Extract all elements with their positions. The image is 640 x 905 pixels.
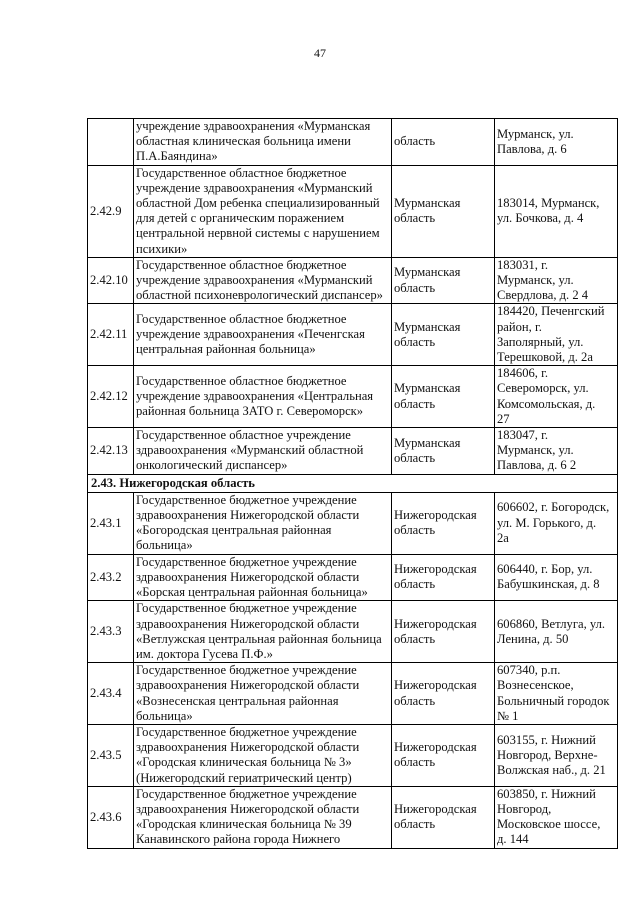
institution-name: Государственное бюджетное учреждение здравоохранения Нижегородской области «Богородская центральная районная больница»: [134, 492, 392, 554]
address: 606440, г. Бор, ул. Бабушкинская, д. 8: [495, 554, 618, 601]
table-row: [88, 601, 618, 663]
region: Нижегородская область: [392, 601, 495, 663]
address: 606860, Ветлуга, ул. Ленина, д. 50: [495, 601, 618, 663]
institution-name: Государственное областное бюджетное учреждение здравоохранения «Мурманский областной Дом ребенка специализированный для детей с органическим поражением центральной нервной системы с нарушением психики»: [134, 165, 392, 257]
table-row: [88, 304, 618, 366]
region: Мурманская область: [392, 366, 495, 428]
address: 606602, г. Богородск, ул. М. Горького, д. 2а: [495, 492, 618, 554]
table-row: [88, 554, 618, 601]
section-header-row: [88, 474, 618, 492]
row-number: 2.43.3: [88, 601, 134, 663]
institution-name: Государственное бюджетное учреждение здравоохранения Нижегородской области «Городская клиническая больница № 3» (Нижегородский гериатрический центр): [134, 724, 392, 786]
table-row: [88, 786, 618, 848]
region: Мурманская область: [392, 257, 495, 304]
row-number: 2.43.5: [88, 724, 134, 786]
region: область: [392, 119, 495, 166]
address: 607340, р.п. Вознесенское, Больничный городок № 1: [495, 663, 618, 725]
row-number: 2.42.10: [88, 257, 134, 304]
address: 184420, Печенгский район, г. Заполярный, ул. Терешковой, д. 2а: [495, 304, 618, 366]
address: 183031, г. Мурманск, ул. Свердлова, д. 2 4: [495, 257, 618, 304]
institution-name: Государственное бюджетное учреждение здравоохранения Нижегородской области «Вознесенская центральная районная больница»: [134, 663, 392, 725]
region: Нижегородская область: [392, 492, 495, 554]
table-row: [88, 165, 618, 257]
row-number: 2.43.1: [88, 492, 134, 554]
row-number: 2.42.13: [88, 428, 134, 475]
institution-name: Государственное бюджетное учреждение здравоохранения Нижегородской области «Городская клиническая больница № 39 Канавинского района города Нижнего: [134, 786, 392, 848]
row-number: 2.43.6: [88, 786, 134, 848]
address: 603155, г. Нижний Новгород, Верхне- Волжская наб., д. 21: [495, 724, 618, 786]
table-row: [88, 366, 618, 428]
section-title: 2.43. Нижегородская область: [88, 474, 618, 492]
institution-name: Государственное областное учреждение здравоохранения «Мурманский областной онкологический диспансер»: [134, 428, 392, 475]
address: Мурманск, ул. Павлова, д. 6: [495, 119, 618, 166]
region: Нижегородская область: [392, 724, 495, 786]
table-row: [88, 663, 618, 725]
address: 183014, Мурманск, ул. Бочкова, д. 4: [495, 165, 618, 257]
address: 183047, г. Мурманск, ул. Павлова, д. 6 2: [495, 428, 618, 475]
institution-name: Государственное бюджетное учреждение здравоохранения Нижегородской области «Борская центральная районная больница»: [134, 554, 392, 601]
institution-name: Государственное областное бюджетное учреждение здравоохранения «Мурманский областной психоневрологический диспансер»: [134, 257, 392, 304]
table-row: [88, 724, 618, 786]
institution-name: Государственное областное бюджетное учреждение здравоохранения «Печенгская центральная районная больница»: [134, 304, 392, 366]
region: Мурманская область: [392, 304, 495, 366]
region: Нижегородская область: [392, 663, 495, 725]
row-number: 2.43.2: [88, 554, 134, 601]
row-number: 2.42.11: [88, 304, 134, 366]
row-number: [88, 119, 134, 166]
institution-name: Государственное областное бюджетное учреждение здравоохранения «Центральная районная больница ЗАТО г. Североморск»: [134, 366, 392, 428]
row-number: 2.42.9: [88, 165, 134, 257]
table-row: [88, 428, 618, 475]
page-number: 47: [314, 46, 326, 60]
institution-name: Государственное бюджетное учреждение здравоохранения Нижегородской области «Ветлужская центральная районная больница им. доктора Гусева П.Ф.»: [134, 601, 392, 663]
table-row: [88, 119, 618, 166]
row-number: 2.42.12: [88, 366, 134, 428]
row-number: 2.43.4: [88, 663, 134, 725]
region: Нижегородская область: [392, 786, 495, 848]
table-row: [88, 257, 618, 304]
address: 603850, г. Нижний Новгород, Московское шоссе, д. 144: [495, 786, 618, 848]
address: 184606, г. Североморск, ул. Комсомольская, д. 27: [495, 366, 618, 428]
institution-name: учреждение здравоохранения «Мурманская областная клиническая больница имени П.А.Баяндина»: [134, 119, 392, 166]
table-row: [88, 492, 618, 554]
region: Мурманская область: [392, 165, 495, 257]
registry-table: [87, 118, 618, 849]
region: Нижегородская область: [392, 554, 495, 601]
region: Мурманская область: [392, 428, 495, 475]
